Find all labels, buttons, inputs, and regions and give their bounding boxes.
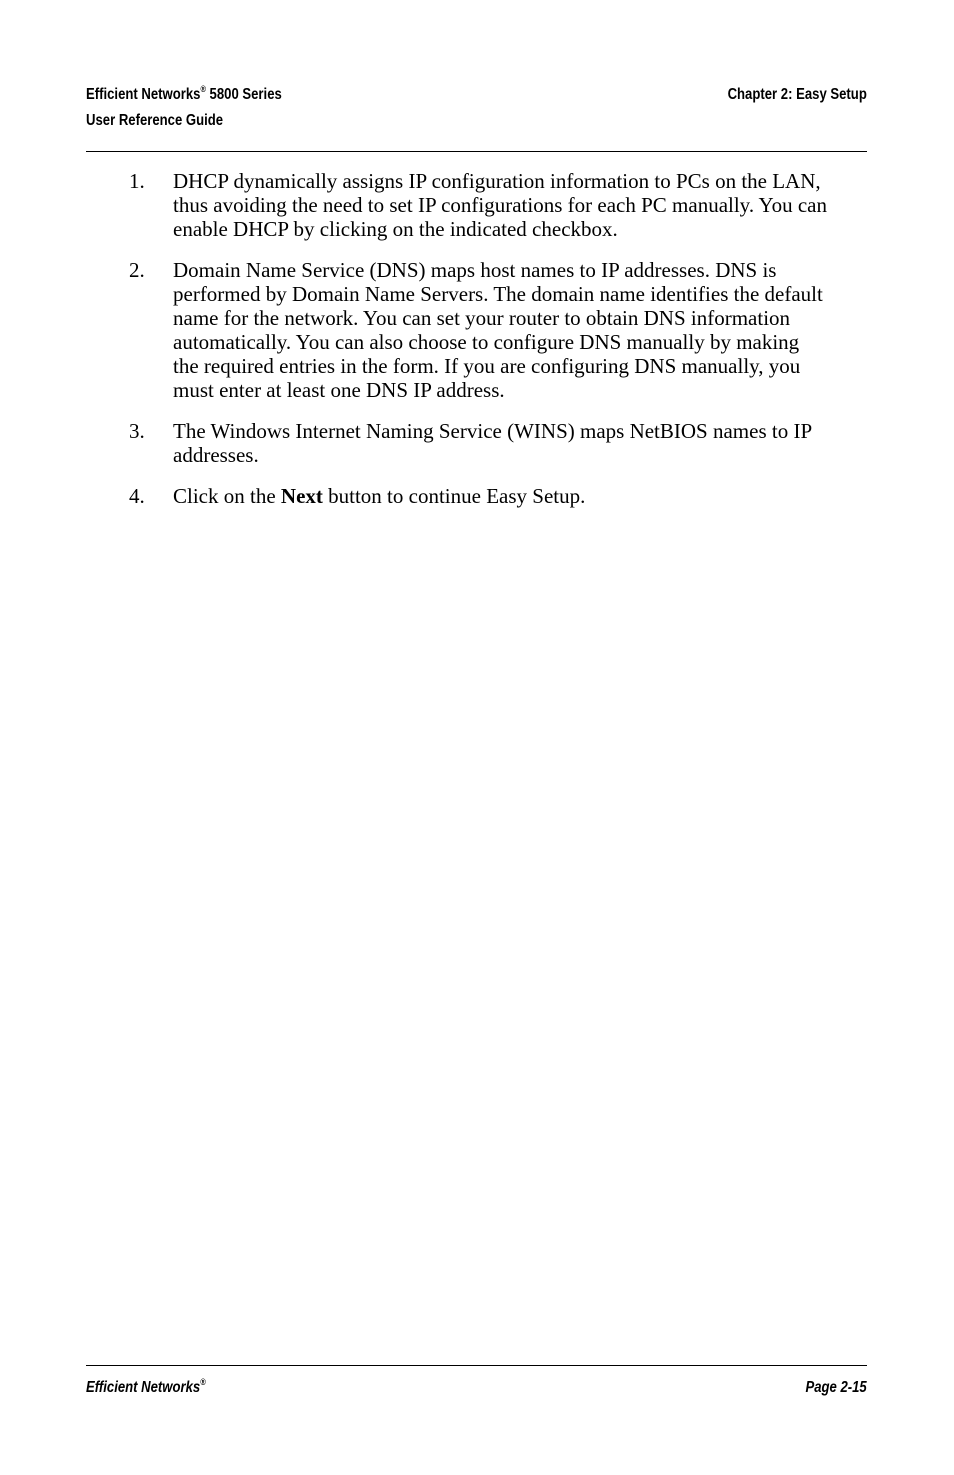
page-number: Page 2-15 xyxy=(805,1379,867,1396)
footer-registered-mark: ® xyxy=(200,1377,206,1387)
header-product-line xyxy=(86,82,282,108)
running-header-left xyxy=(86,82,282,134)
next-button-reference: Next xyxy=(280,484,323,508)
footer-brand: Efficient Networks xyxy=(86,1379,201,1396)
step-text-after: button to continue Easy Setup. xyxy=(322,484,586,508)
step-number: 4. xyxy=(129,484,145,508)
step-text-before: Click on the xyxy=(173,484,281,508)
step-text: Domain Name Service (DNS) maps host names to IP addresses. DNS is performed by Domain Name Servers. The domain name identifies the default name for the network. You can set your router to obtain DNS information automatically. You can also choose to configure DNS manually by making the required entries in the form. If you are configuring DNS manually, you must enter at least one DNS IP address. xyxy=(173,258,823,402)
step-item xyxy=(129,169,829,241)
steps-list xyxy=(129,169,829,525)
header-guide-title: User Reference Guide xyxy=(86,112,224,129)
header-rule xyxy=(86,151,867,152)
header-brand: Efficient Networks xyxy=(86,86,201,103)
footer-rule xyxy=(86,1365,867,1366)
step-number: 3. xyxy=(129,419,145,443)
step-item xyxy=(129,258,829,402)
footer-brand-line xyxy=(86,1375,206,1401)
header-registered-mark: ® xyxy=(200,84,206,94)
step-number: 2. xyxy=(129,258,145,282)
step-number: 1. xyxy=(129,169,145,193)
header-series: 5800 Series xyxy=(205,86,282,103)
step-text: DHCP dynamically assigns IP configuration information to PCs on the LAN, thus avoiding the need to set IP configurations for each PC manually. You can enable DHCP by clicking on the indicated checkbox. xyxy=(173,169,827,241)
header-chapter-title: Chapter 2: Easy Setup xyxy=(727,86,867,103)
step-item xyxy=(129,484,829,508)
step-text: The Windows Internet Naming Service (WINS) maps NetBIOS names to IP addresses. xyxy=(173,419,812,467)
step-item xyxy=(129,419,829,467)
step-text xyxy=(173,484,829,508)
